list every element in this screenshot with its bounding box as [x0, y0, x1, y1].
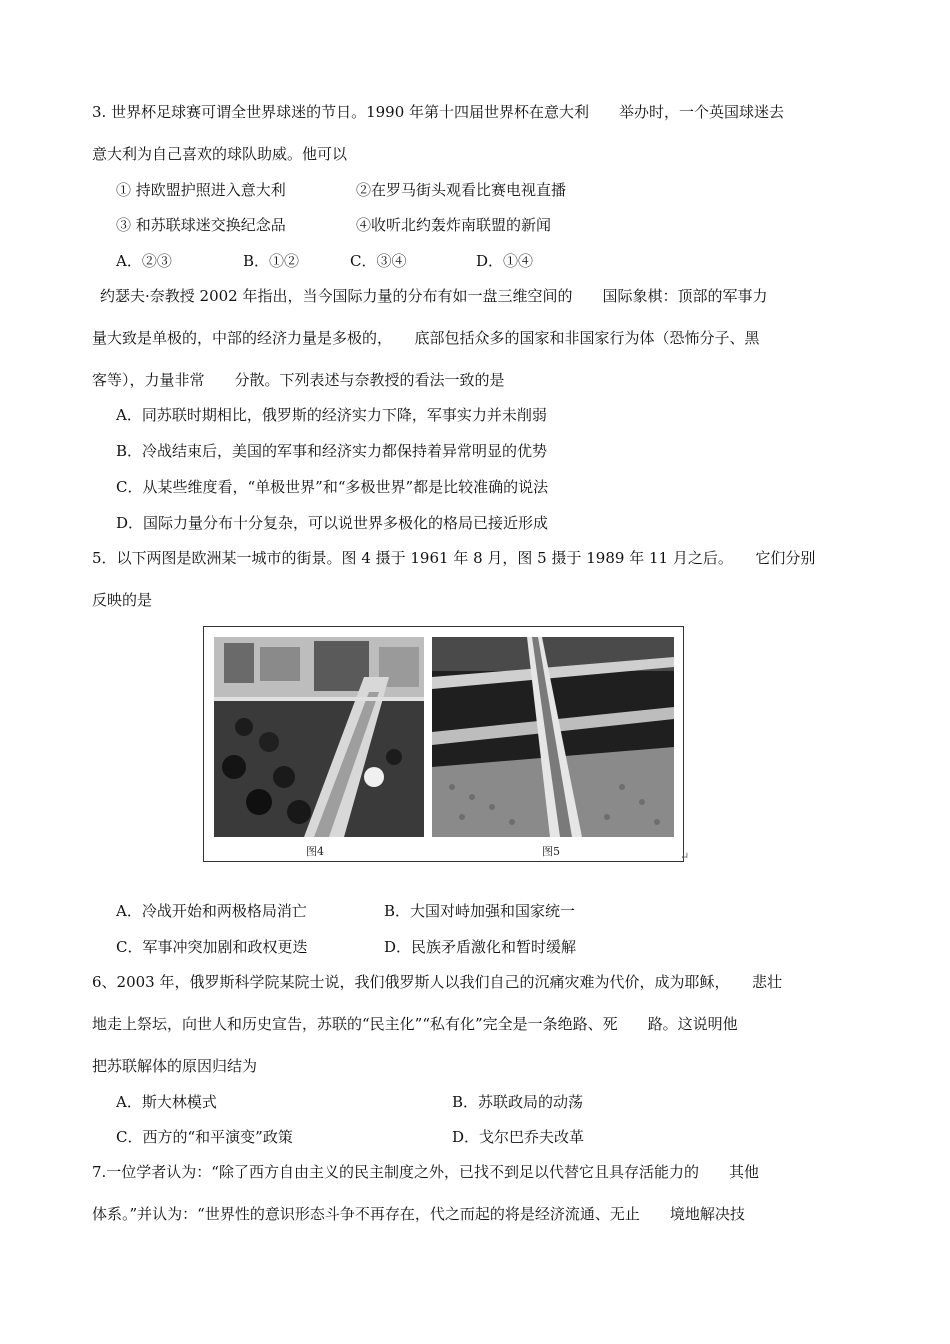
q4-stem-line3: 客等），力量非常 分散。下列表述与奈教授的看法一致的是 [92, 371, 505, 389]
q3-option-b: B．①② [243, 252, 300, 270]
q6-option-d: D．戈尔巴乔夫改革 [452, 1128, 585, 1146]
return-mark: ↵ [680, 850, 690, 863]
q3-option-d: D．①④ [476, 252, 534, 270]
q3-option-c: C．③④ [350, 252, 407, 270]
q6-option-a: A．斯大林模式 [116, 1093, 217, 1111]
q7-stem-line2: 体系。”并认为：“世界性的意识形态斗争不再存在，代之而起的将是经济流通、无止 境地解决技 [92, 1205, 745, 1223]
q4-option-b: B．冷战结束后，美国的军事和经济实力都保持着异常明显的优势 [116, 442, 548, 460]
q6-stem-line2: 地走上祭坛，向世人和历史宣告，苏联的“民主化”“私有化”完全是一条绝路、死 路。这说明他 [92, 1015, 738, 1033]
q3-stem-line1: 3. 世界杯足球赛可谓全世界球迷的节日。1990 年第十四届世界杯在意大利 举办时，一个英国球迷去 [92, 103, 785, 121]
q5-stem-line2: 反映的是 [92, 591, 153, 609]
q3-option-a: A．②③ [116, 252, 172, 270]
q6-option-c: C．西方的“和平演变”政策 [116, 1128, 293, 1146]
q7-stem-line1: 7.一位学者认为：“除了西方自由主义的民主制度之外，已找不到足以代替它且具存活能力的 其他 [92, 1163, 759, 1181]
q3-item-1: ① 持欧盟护照进入意大利 [116, 181, 286, 199]
q5-option-d: D．民族矛盾激化和暂时缓解 [384, 938, 577, 956]
q4-stem-line2: 量大致是单极的，中部的经济力量是多极的， 底部包括众多的国家和非国家行为体（恐怖分子、黑 [92, 329, 760, 347]
q6-stem-line1: 6、2003 年，俄罗斯科学院某院士说，我们俄罗斯人以我们自己的沉痛灾难为代价，成为耶稣， 悲壮 [92, 973, 782, 991]
figure-4-caption: 图4 [306, 845, 324, 858]
q4-stem-line1: 约瑟夫·奈教授 2002 年指出，当今国际力量的分布有如一盘三维空间的 国际象棋：顶部的军事力 [100, 287, 768, 305]
q4-option-c: C．从某些维度看，“单极世界”和“多极世界”都是比较准确的说法 [116, 478, 549, 496]
q5-stem-line1: 5．以下两图是欧洲某一城市的街景。图 4 摄于 1961 年 8 月，图 5 摄于 1989 年 11 月之后。 它们分别 [92, 549, 816, 567]
q6-option-b: B．苏联政局的动荡 [452, 1093, 584, 1111]
photo-fig5-wall-remnant-cobblestones [432, 637, 674, 837]
q5-option-b: B．大国对峙加强和国家统一 [384, 902, 576, 920]
q5-option-c: C．军事冲突加剧和政权更迭 [116, 938, 308, 956]
street-photos-figure [203, 626, 684, 862]
q4-option-d: D．国际力量分布十分复杂，可以说世界多极化的格局已接近形成 [116, 514, 549, 532]
q6-stem-line3: 把苏联解体的原因归结为 [92, 1057, 258, 1075]
q4-option-a: A．同苏联时期相比，俄罗斯的经济实力下降，军事实力并未削弱 [116, 406, 547, 424]
photo-fig4-berlin-wall-construction [214, 637, 424, 837]
figure-5-caption: 图5 [542, 845, 560, 858]
q3-item-4: ④收听北约轰炸南联盟的新闻 [356, 216, 552, 234]
q3-stem-line2: 意大利为自己喜欢的球队助威。他可以 [92, 145, 348, 163]
q3-item-2: ②在罗马街头观看比赛电视直播 [356, 181, 567, 199]
q3-item-3: ③ 和苏联球迷交换纪念品 [116, 216, 286, 234]
q5-option-a: A．冷战开始和两极格局消亡 [116, 902, 307, 920]
